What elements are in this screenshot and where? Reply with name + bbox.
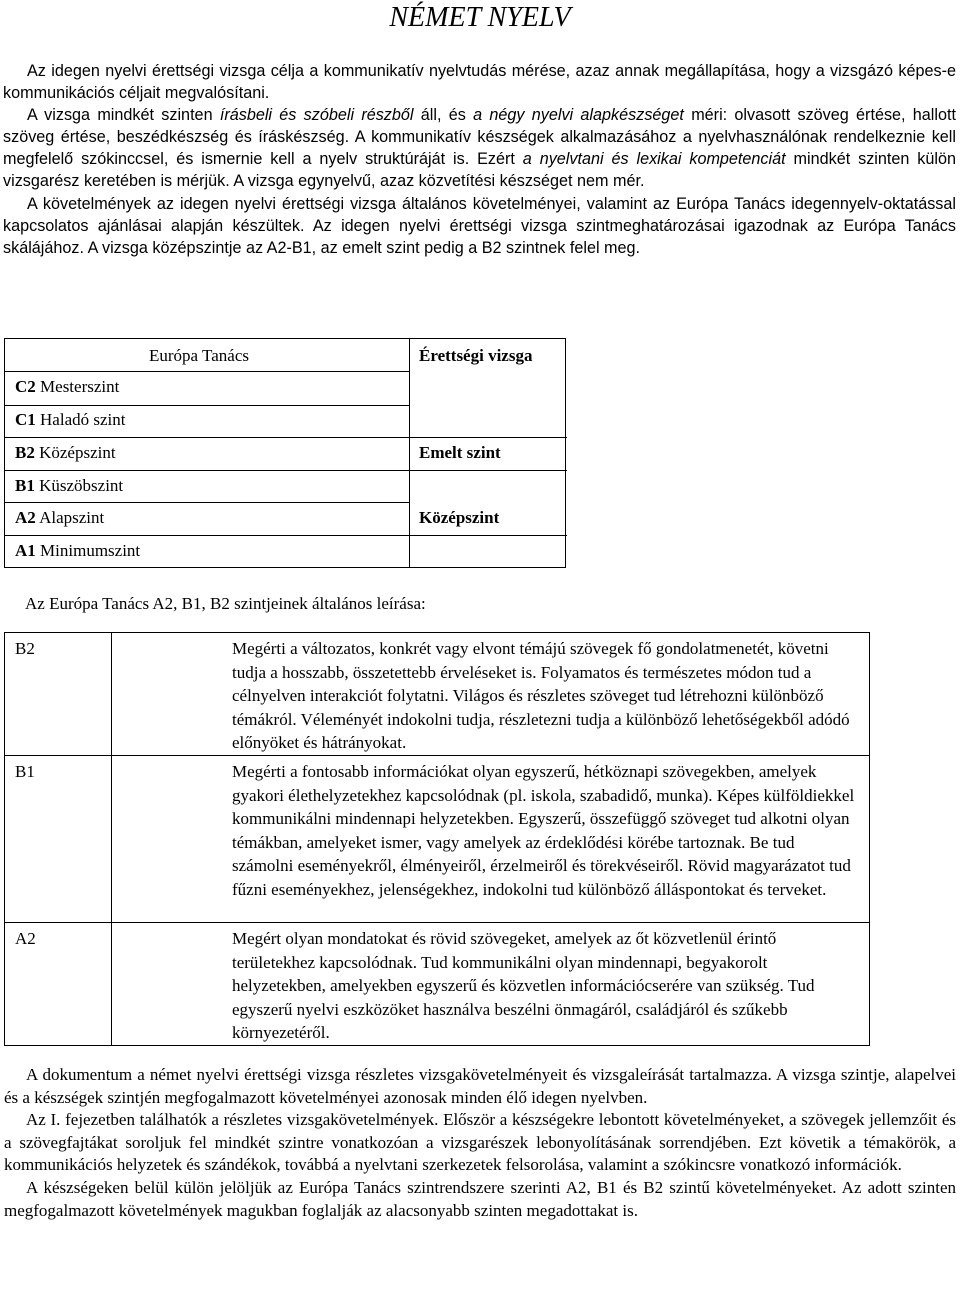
levels-table — [4, 338, 566, 568]
intro-paragraph-2 — [3, 104, 956, 192]
level-row-b1 — [15, 476, 123, 496]
intro-paragraph-1: Az idegen nyelvi érettségi vizsga célja a kommunikatív nyelvtudás mérése, azaz annak megállapítása, hogy a vizsgázó képes-e kommunikációs céljait megvalósítani. — [3, 62, 956, 103]
level-row-c1 — [15, 410, 125, 430]
level-name: Küszöbszint — [34, 476, 124, 495]
description-text: Megért olyan mondatokat és rövid szövegeket, amelyek az őt közvetlenül érintő területekhez kapcsolódnak. Tud kommunikálni olyan mindennapi, begyakorolt helyzetekben, amelyekben egyszerű és közvetlen információcserére van szükség. Tud egyszerű nyelvi eszközöket használva beszélni önmagáról, családjáról és szűkebb környezetéről. — [112, 923, 870, 1046]
table-row-line — [5, 437, 409, 438]
table-row-line — [5, 371, 409, 372]
level-row-a2 — [15, 508, 104, 528]
table-row — [5, 756, 870, 923]
levels-left-header: Európa Tanács — [149, 346, 249, 365]
level-name: Mesterszint — [35, 377, 120, 396]
description-text: Megérti a változatos, konkrét vagy elvont témájú szövegek fő gondolatmenetét, követni tudja a hosszabb, összetettebb érveléseket is. Folyamatos és természetes módon tud a célnyelven interakciót folytatni. Világos és részletes szöveget tud létrehozni különböző témákról. Véleményét indokolni tudja, részletezni tudja a különböző lehetőségekből adódó előnyöket és hátrányokat. — [112, 633, 870, 756]
table-row-line — [5, 470, 409, 471]
outro-paragraph-3: A készségeken belül külön jelöljük az Európa Tanács szintrendszere szerinti A2, B1 és B2 szintű követelményeket. Az adott szinten megfogalmazott követelmények magukban foglalják az alacsonyabb szinten megadottakat is. — [4, 1177, 956, 1220]
descriptions-caption: Az Európa Tanács A2, B1, B2 szintjeinek általános leírása: — [25, 594, 426, 613]
intro-text: mindkét szinten külön vizsgarész keretében is mérjük. A vizsga egynyelvű, azaz közvetítési készséget nem mér. — [3, 150, 956, 191]
level-name: Középszint — [34, 443, 116, 462]
table-row — [5, 923, 870, 1046]
description-level: B2 — [5, 633, 112, 756]
intro-text: A vizsga mindkét szinten — [27, 106, 220, 125]
page-title: NÉMET NYELV — [389, 2, 571, 33]
level-name: Minimumszint — [35, 541, 141, 560]
description-text: Megérti a fontosabb információkat olyan egyszerű, hétköznapi szövegekben, amelyek gyakori élethelyzetekhez kapcsolódnak (pl. iskola, szabadidő, munka). Képes külföldiekkel kommunikálni mindennapi helyzetekben. Egyszerű, összefüggő szöveget tud alkotni olyan témákban, amelyeket ismer, vagy amelyek az érdeklődési körébe tartoznak. Be tud számolni eseményekről, élményeiről, érzelmeiről és törekvéseiről. Rövid magyarázatot tud fűzni eseményekhez, jelenségekhez, indokolni tud különböző álláspontokat és terveket. — [112, 756, 870, 923]
table-row-line — [5, 535, 409, 536]
level-code: C2 — [15, 377, 36, 396]
intro-emphasis: írásbeli és szóbeli részből — [219, 106, 414, 125]
outro-paragraph-1: A dokumentum a német nyelvi érettségi vizsga részletes vizsgakövetelményeit és vizsgaleírását tartalmazza. A vizsga szintje, alapelvei és a készségek szintjén megfogalmazott követelményei azonosak minden élő idegen nyelvben. — [4, 1065, 956, 1107]
description-level: A2 — [5, 923, 112, 1046]
level-code: B2 — [15, 443, 35, 462]
level-code: A2 — [15, 508, 36, 527]
descriptions-table — [4, 632, 870, 1046]
kozepszint-label: Középszint — [419, 508, 500, 527]
table-row — [5, 633, 870, 756]
intro-emphasis: a nyelvtani és lexikai kompetenciát — [522, 150, 786, 169]
levels-right-header: Érettségi vizsga — [419, 346, 533, 365]
intro-paragraph-3: A követelmények az idegen nyelvi érettségi vizsga általános követelményei, valamint az Európa Tanács idegennyelv-oktatással kapcsolatos ajánlásai alapján készültek. Az idegen nyelvi érettségi vizsga szintmeghatározásai igazodnak az Európa Tanács skálájához. A vizsga középszintje az A2-B1, az emelt szint pedig a B2 szintnek felel meg. — [3, 194, 956, 257]
intro-section — [3, 60, 956, 259]
description-level: B1 — [5, 756, 112, 923]
intro-text: áll, és — [413, 106, 474, 125]
intro-emphasis: a négy nyelvi alapkészséget — [473, 106, 684, 125]
level-row-b2 — [15, 443, 116, 463]
level-row-c2 — [15, 377, 119, 397]
level-row-a1 — [15, 541, 140, 561]
level-name: Alapszint — [35, 508, 105, 527]
emelt-szint-label: Emelt szint — [419, 443, 501, 462]
table-row-line — [5, 405, 409, 406]
table-row-line — [409, 437, 567, 438]
level-code: C1 — [15, 410, 36, 429]
level-code: A1 — [15, 541, 36, 560]
outro-section — [4, 1064, 956, 1222]
outro-paragraph-2: Az I. fejezetben találhatók a részletes vizsgakövetelmények. Először a készségekre lebontott követelményeket, a szövegek jellemzőit és a szövegfajtákat soroljuk fel mindkét szintre vonatkozóan a vizsgarészek lebonyolításának sorrendjében. Ezt követik a témakörök, a kommunikációs helyzetek és szándékok, továbbá a nyelvtani szerkezetek felsorolása, valamint a szókincsre vonatkozó információk. — [4, 1110, 956, 1175]
level-name: Haladó szint — [35, 410, 126, 429]
level-code: B1 — [15, 476, 35, 495]
intro-text: méri: olvasott szöveg értése, hallott szöveg értése, beszédkészség és íráskészség. A kommunikatív készségek alkalmazásához a nyelvhasználónak rendelkeznie kell megfelelő szókinccsel, és ismernie kell a nyelv struktúráját is. Ezért — [3, 106, 957, 169]
table-row-line — [5, 502, 409, 503]
table-row-line — [409, 535, 567, 536]
table-divider — [409, 339, 410, 567]
table-row-line — [409, 470, 567, 471]
